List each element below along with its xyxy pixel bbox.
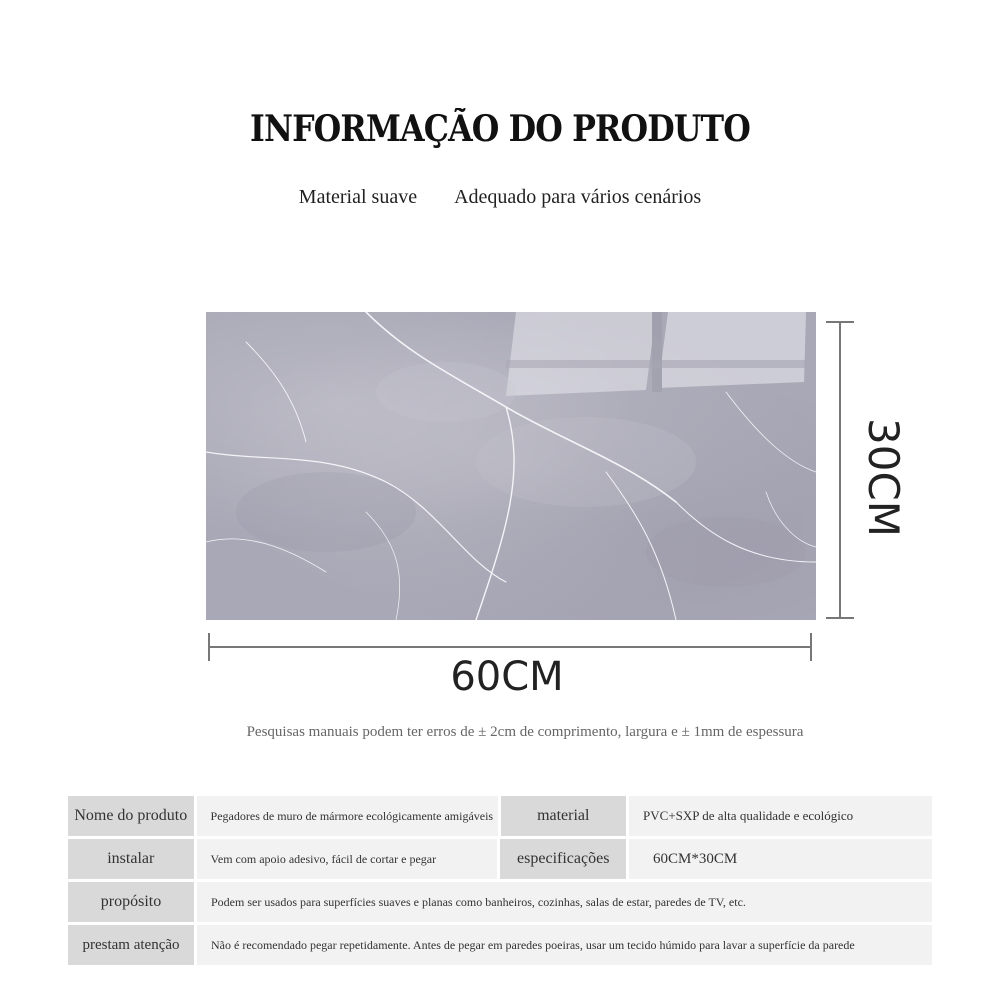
- header-attention: prestam atenção: [68, 925, 194, 965]
- value-specifications: 60CM*30CM: [629, 839, 932, 879]
- subtitle-scenarios: Adequado para vários cenários: [454, 186, 702, 208]
- table-row: [68, 925, 932, 965]
- subtitle-material: Material suave: [298, 186, 418, 208]
- table-row: [68, 882, 932, 922]
- height-dimension-line: [839, 322, 841, 618]
- value-product-name: Pegadores de muro de mármore ecológicamente amigáveis: [197, 796, 498, 836]
- product-spec-table: [68, 796, 932, 968]
- measurement-note: Pesquisas manuais podem ter erros de ± 2cm de comprimento, largura e ± 1mm de espessura: [246, 724, 804, 740]
- width-label: 60CM: [450, 654, 564, 700]
- header-specifications: especificações: [500, 839, 626, 879]
- value-attention: Não é recomendado pegar repetidamente. Antes de pegar em paredes poeiras, usar um tecido húmido para lavar a superfície da parede: [197, 925, 932, 965]
- width-dimension-line: [209, 646, 811, 648]
- value-material: PVC+SXP de alta qualidade e ecológico: [629, 796, 932, 836]
- value-install: Vem com apoio adesivo, fácil de cortar e pegar: [197, 839, 498, 879]
- page-title: INFORMAÇÃO DO PRODUTO: [250, 108, 750, 150]
- table-row: [68, 796, 932, 836]
- height-label: 30CM: [859, 418, 908, 538]
- table-row: [68, 839, 932, 879]
- header-material: material: [501, 796, 627, 836]
- height-dimension-cap-bottom: [826, 617, 854, 619]
- header-product-name: Nome do produto: [68, 796, 194, 836]
- marble-veins-graphic: [206, 312, 816, 620]
- marble-tile-image: [206, 312, 816, 620]
- height-dimension-cap-top: [826, 321, 854, 323]
- header-purpose: propósito: [68, 882, 194, 922]
- subtitle-row: [0, 186, 1000, 209]
- header-install: instalar: [68, 839, 194, 879]
- value-purpose: Podem ser usados para superfícies suaves e planas como banheiros, cozinhas, salas de estar, paredes de TV, etc.: [197, 882, 932, 922]
